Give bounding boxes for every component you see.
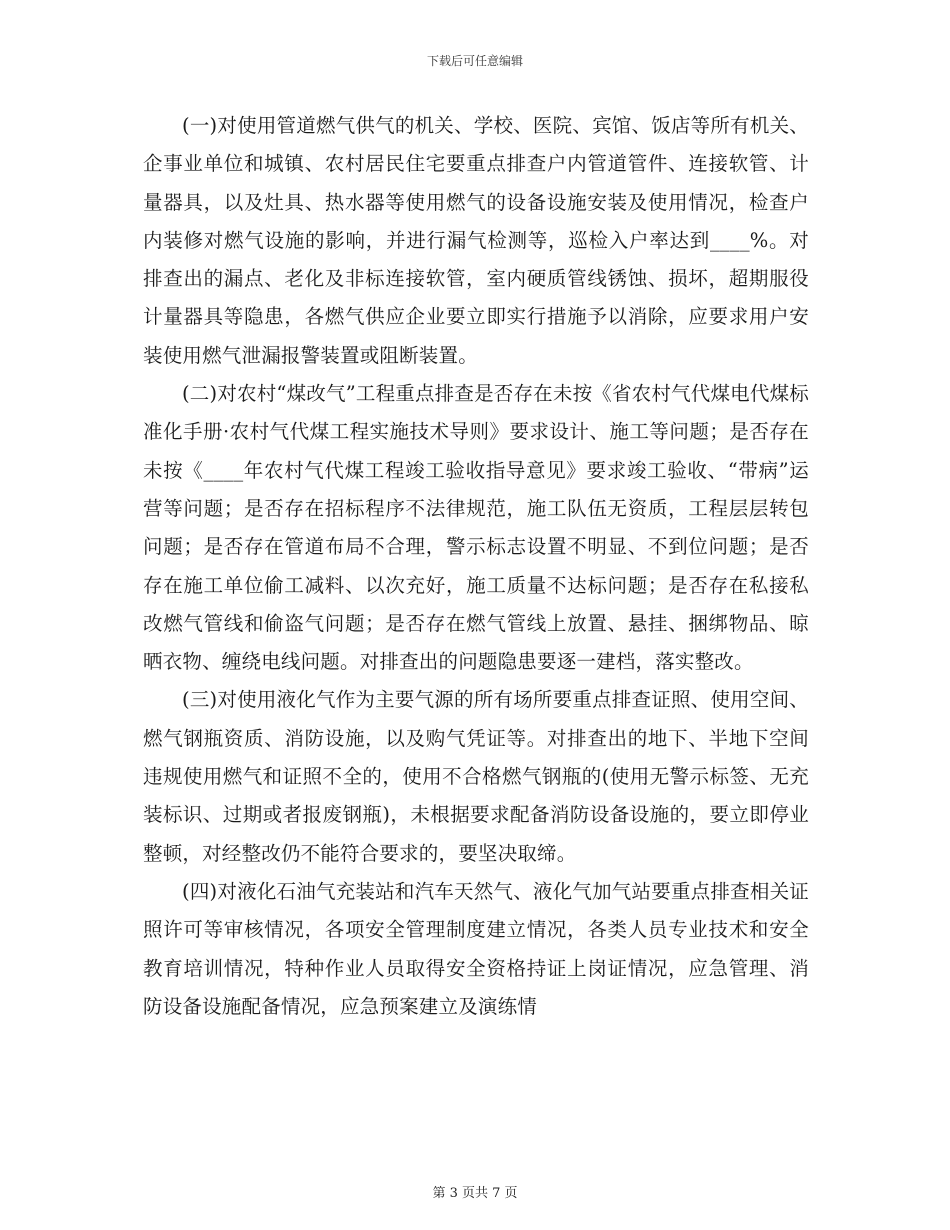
paragraph-4: (四)对液化石油气充装站和汽车天然气、液化气加气站要重点排查相关证照许可等审核情况，各项安全管理制度建立情况，各类人员专业技术和安全教育培训情况，特种作业人员取得安全资格持证上岗证情况，应急管理、消防设备设施配备情况，应急预案建立及演练情 [143, 879, 809, 1018]
page-number: 第 3 页共 7 页 [432, 1186, 518, 1201]
paragraph-2: (二)对农村“煤改气”工程重点排查是否存在未按《省农村气代煤电代煤标准化手册·农村气代煤工程实施技术导则》要求设计、施工等问题；是否存在未按《____年农村气代煤工程竣工验收指导意见》要求竣工验收、“带病”运营等问题；是否存在招标程序不法律规范，施工队伍无资质，工程层层转包问题；是否存在管道布局不合理，警示标志设置不明显、不到位问题；是否存在施工单位偷工减料、以次充好，施工质量不达标问题；是否存在私接私改燃气管线和偷盗气问题；是否存在燃气管线上放置、悬挂、捆绑物品、晾晒衣物、缠绕电线问题。对排查出的问题隐患要逐一建档，落实整改。 [143, 382, 809, 674]
document-body [143, 107, 809, 1026]
page-header-note: 下载后可任意编辑 [426, 54, 523, 68]
paragraph-3: (三)对使用液化气作为主要气源的所有场所要重点排查证照、使用空间、燃气钢瓶资质、消防设施，以及购气凭证等。对排查出的地下、半地下空间违规使用燃气和证照不全的，使用不合格燃气钢瓶的(使用无警示标签、无充装标识、过期或者报废钢瓶)，未根据要求配备消防设备设施的，要立即停业整顿，对经整改仍不能符合要求的，要坚决取缔。 [143, 688, 809, 865]
paragraph-1: (一)对使用管道燃气供气的机关、学校、医院、宾馆、饭店等所有机关、企事业单位和城镇、农村居民住宅要重点排查户内管道管件、连接软管、计量器具，以及灶具、热水器等使用燃气的设备设施安装及使用情况，检查户内装修对燃气设施的影响，并进行漏气检测等，巡检入户率达到____%。对排查出的漏点、老化及非标连接软管，室内硬质管线锈蚀、损坏，超期服役计量器具等隐患，各燃气供应企业要立即实行措施予以消除，应要求用户安装使用燃气泄漏报警装置或阻断装置。 [143, 114, 809, 367]
